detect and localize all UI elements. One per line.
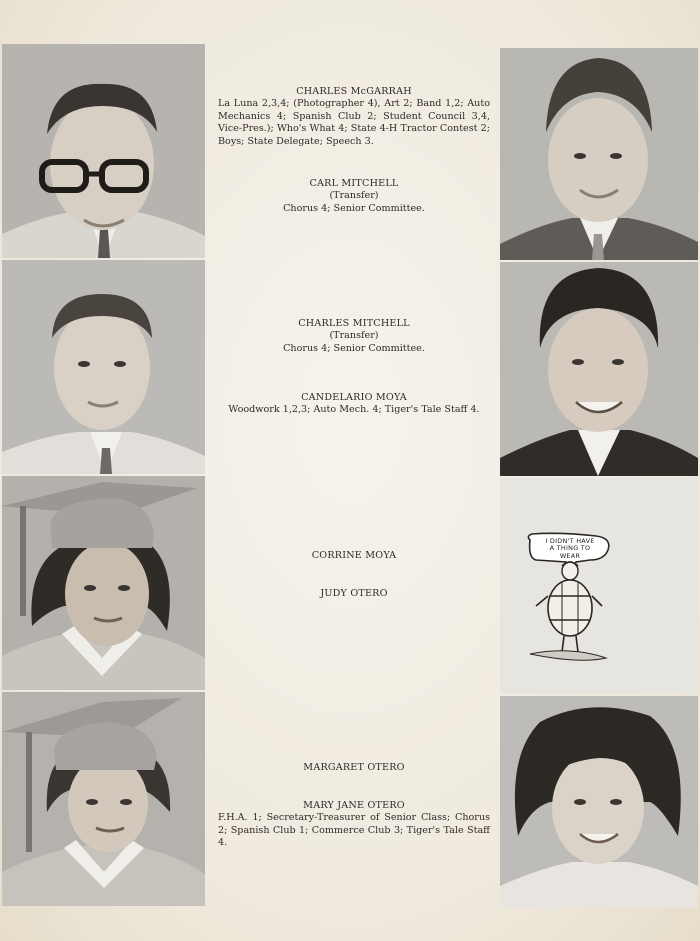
student-name: CARL MITCHELL [309, 178, 399, 189]
student-activities: Chorus 4; Senior Committee. [283, 342, 425, 354]
student-activities: F.H.A. 1; Secretary-Treasurer of Senior Class; Chorus 2; Spanish Club 1; Commerce Club 3; Tiger's Tale Staff 4. [218, 812, 490, 849]
portrait-photo-charles-mitchell [2, 260, 205, 474]
portrait-photo-margaret-otero [2, 692, 205, 906]
student-entry-candelario-moya [218, 392, 490, 417]
portrait-photo-candelario-moya [500, 262, 698, 476]
cartoon-caption-line-1: I DIDN'T HAVE [545, 537, 595, 545]
student-name: MARGARET OTERO [303, 762, 405, 773]
student-name: CANDELARIO MOYA [301, 392, 407, 403]
student-entry-margaret-otero [218, 762, 490, 774]
cartoon-caption-line-3: WEAR [559, 551, 581, 560]
student-activities: Woodwork 1,2,3; Auto Mech. 4; Tiger's Tale Staff 4. [228, 404, 480, 416]
student-name: JUDY OTERO [320, 588, 388, 599]
portrait-photo-mary-jane-otero [500, 696, 698, 908]
student-transfer-note: (Transfer) [329, 330, 379, 342]
cartoon-panel [500, 478, 698, 694]
student-name: CHARLES MITCHELL [298, 318, 410, 329]
portrait-photo-corrine-moya [2, 476, 205, 690]
student-name: MARY JANE OTERO [303, 800, 405, 811]
cartoon-caption-line-2: A THING TO [549, 544, 591, 553]
portrait-photo-carl-mitchell [500, 48, 698, 260]
student-entry-judy-otero [218, 588, 490, 600]
student-entry-corrine-moya [218, 550, 490, 562]
cartoon-caption [530, 538, 610, 560]
student-entry-charles-mcgarrah [218, 86, 490, 148]
student-name: CHARLES McGARRAH [296, 86, 412, 97]
student-entry-charles-mitchell [218, 318, 490, 355]
student-activities: Chorus 4; Senior Committee. [283, 202, 425, 214]
student-transfer-note: (Transfer) [329, 190, 379, 202]
student-activities: La Luna 2,3,4; (Photographer 4), Art 2; Band 1,2; Auto Mechanics 4; Spanish Club 2; Student Council 3,4, Vice-Pres.); Who's What 4; State 4-H Tractor Contest 2; Boys; State Delegate; Speech 3. [218, 98, 490, 147]
student-name: CORRINE MOYA [311, 550, 397, 561]
cartoon-barrel-man-icon [500, 478, 698, 694]
portrait-photo-charles-mcgarrah [2, 44, 205, 258]
student-entry-carl-mitchell [218, 178, 490, 215]
student-entry-mary-jane-otero [218, 800, 490, 850]
